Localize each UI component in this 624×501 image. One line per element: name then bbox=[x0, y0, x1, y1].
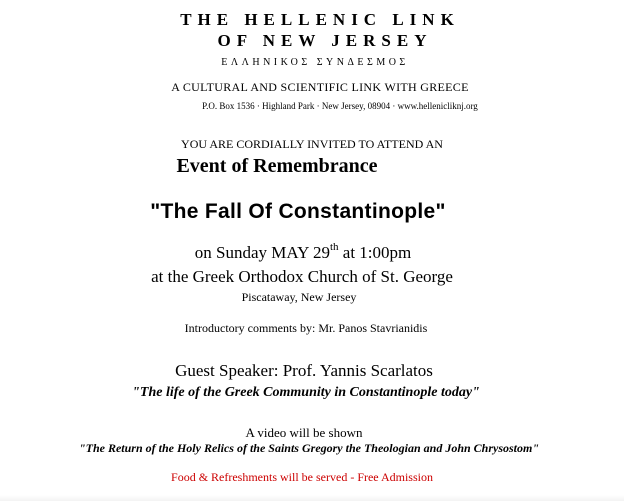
refreshments-note: Food & Refreshments will be served - Free Admission bbox=[171, 470, 433, 484]
guest-speaker: Guest Speaker: Prof. Yannis Scarlatos bbox=[175, 361, 433, 380]
date-prefix: on Sunday MAY 29 bbox=[194, 243, 330, 262]
org-name-line2: OF NEW JERSEY bbox=[217, 31, 433, 50]
invitation-intro: YOU ARE CORDIALLY INVITED TO ATTEND AN bbox=[181, 137, 443, 151]
introductory-comments: Introductory comments by: Mr. Panos Stavrianidis bbox=[184, 321, 428, 335]
event-type: Event of Remembrance bbox=[176, 155, 378, 177]
greek-org-name: ΕΛΛΗΝΙΚΟΣ ΣΥΝΔΕΣΜΟΣ bbox=[221, 57, 409, 68]
video-note: A video will be shown bbox=[245, 425, 363, 440]
event-venue: at the Greek Orthodox Church of St. George bbox=[151, 267, 453, 286]
event-date bbox=[0, 243, 615, 263]
video-title: "The Return of the Holy Relics of the Saints Gregory the Theologian and John Chrysostom" bbox=[78, 441, 540, 455]
event-title: "The Fall Of Constantinople" bbox=[150, 200, 446, 223]
event-time: at 1:00pm bbox=[342, 243, 412, 262]
talk-title: "The life of the Greek Community in Constantinople today" bbox=[132, 385, 480, 400]
date-ordinal: th bbox=[329, 241, 339, 253]
page-bottom-fade bbox=[0, 495, 624, 501]
org-address: P.O. Box 1536 · Highland Park · New Jersey, 08904 · www.hellenicliknj.org bbox=[202, 101, 478, 111]
org-tagline: A CULTURAL AND SCIENTIFIC LINK WITH GREECE bbox=[171, 80, 469, 94]
event-location: Piscataway, New Jersey bbox=[241, 290, 357, 304]
org-name-line1: THE HELLENIC LINK bbox=[180, 10, 460, 29]
